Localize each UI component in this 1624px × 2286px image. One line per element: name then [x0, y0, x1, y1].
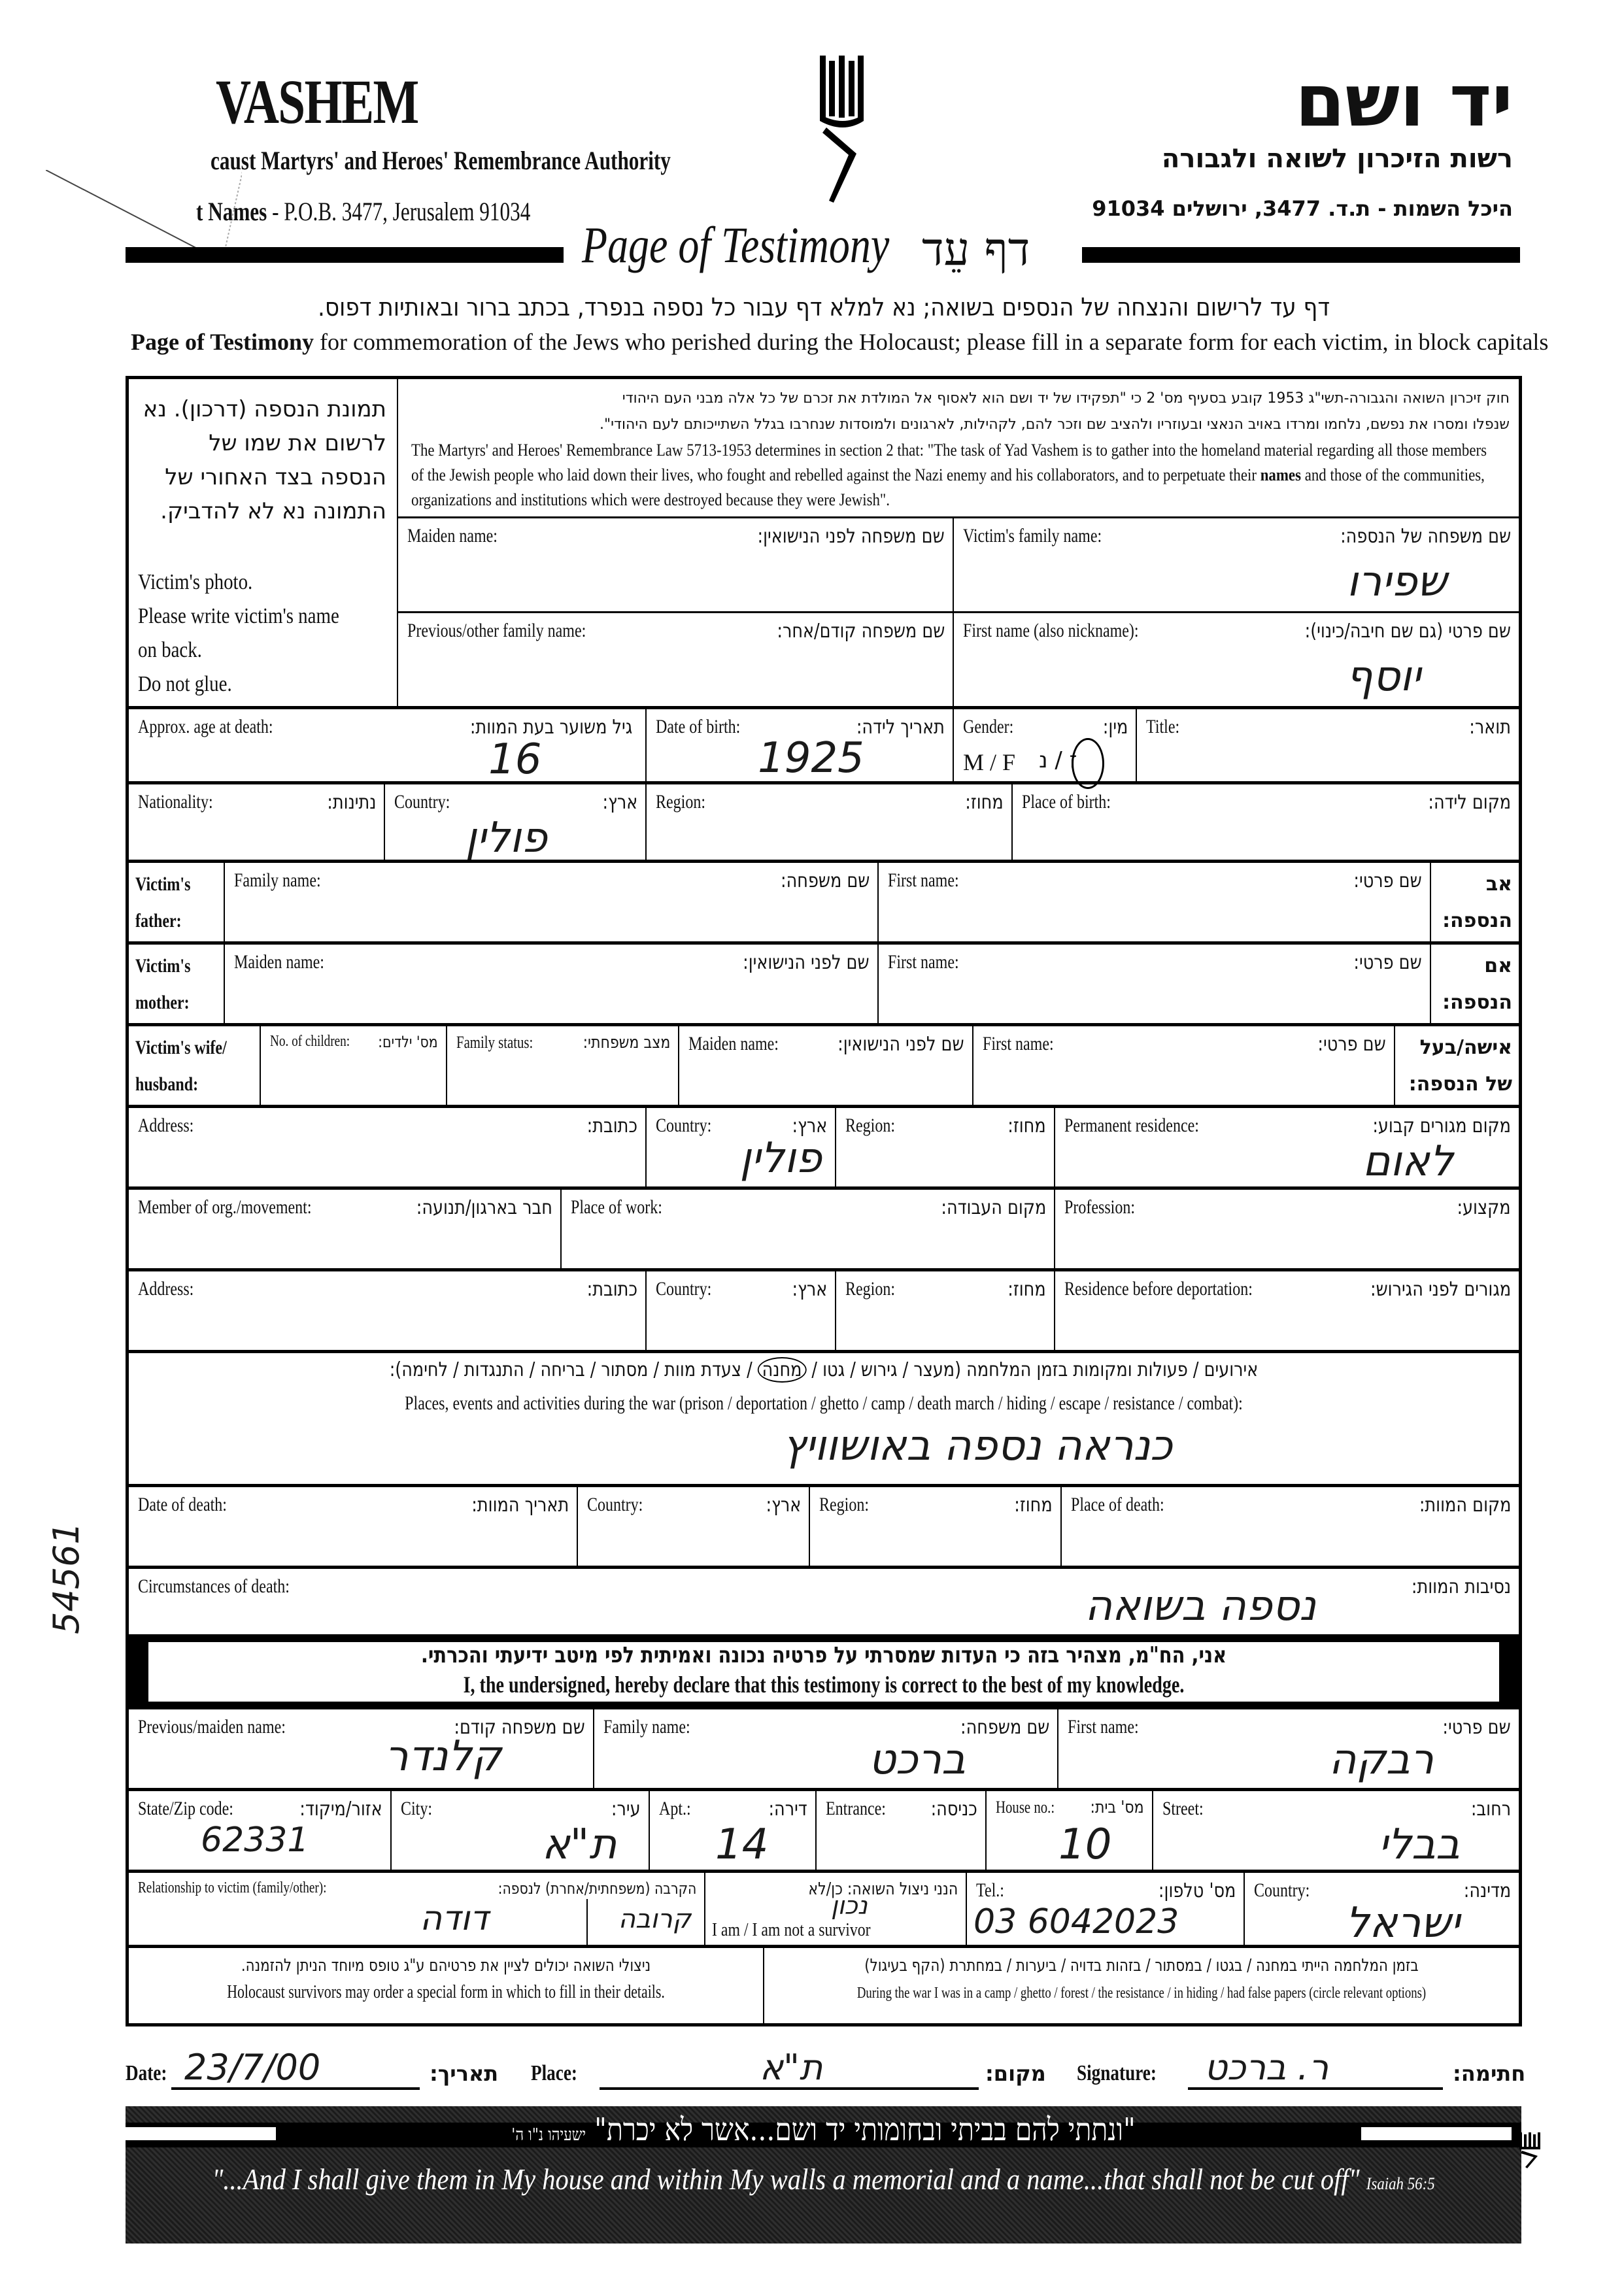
label-he: שם פרטי:: [1353, 951, 1422, 974]
label-he: שם פרטי:: [1317, 1033, 1386, 1056]
label-en: First name:: [983, 1033, 1054, 1054]
label-he: כניסה:: [930, 1798, 977, 1821]
signature-value: ר. ברכט: [1204, 2047, 1329, 2088]
field-place-of-birth[interactable]: [1011, 784, 1519, 860]
side-label-he: [1442, 948, 1512, 1021]
field-death-country[interactable]: [577, 1487, 809, 1566]
law-text-box: [397, 379, 1519, 516]
signature-row: [126, 2049, 1525, 2095]
field-residence-address[interactable]: [129, 1108, 645, 1186]
field-residence-region[interactable]: [835, 1108, 1054, 1186]
field-mother-first-name[interactable]: [877, 945, 1430, 1023]
label-he: מקום לידה:: [1428, 791, 1511, 814]
handwritten-value: בבלי: [1378, 1821, 1460, 1869]
row-circumstances: [129, 1566, 1519, 1634]
label-en: First name:: [888, 869, 959, 891]
label-en: Address:: [138, 1115, 194, 1136]
signature-label-en: Signature:: [1077, 2061, 1157, 2085]
label-he: הנני ניצול השואה: כן/לא: [808, 1879, 958, 1899]
handwritten-value: פולין: [739, 1134, 822, 1183]
field-survivor-status[interactable]: [704, 1873, 966, 1945]
label-he: אזור/מיקוד:: [299, 1798, 382, 1821]
intro-text-he: דף עד לרישום והנצחה של הנספים בשואה; נא למלא דף עבור כל נספה בנפרד, בכתב ברור ובאותיות דפוס.: [317, 293, 1330, 322]
law-text-part: The Martyrs' and Heroes' Remembrance Law 5713-1953 determines in section 2 that: "The task of Yad Vashem is to gather into the homeland material regarding all those members of the Jewish people who laid down their lives, who fought and rebelled against the Nazi enemy and his collaborators, and to perpetuate their: [411, 441, 1487, 484]
handwritten-value: ברכט: [868, 1736, 966, 1784]
mother-side-label-he: [1430, 945, 1519, 1023]
field-previous-family-name[interactable]: [397, 611, 953, 706]
side-line: אם: [1484, 954, 1512, 977]
field-telephone[interactable]: [966, 1873, 1243, 1945]
signature-label-he: חתימה:: [1453, 2061, 1526, 2086]
label-he: מדינה:: [1463, 1879, 1511, 1902]
label-en: Place of work:: [571, 1196, 662, 1218]
row-mother: [129, 941, 1519, 1023]
note-he: בזמן המלחמה הייתי במחנה / בגטו / במסתור / בזהות בדויה / ביערות / במחתרת (הקף בעיגול): [864, 1956, 1419, 1975]
label-he: ארץ:: [602, 791, 637, 814]
place-label-en: Place:: [531, 2061, 577, 2085]
label-en: City:: [401, 1798, 433, 1819]
label-en: Street:: [1162, 1798, 1204, 1819]
field-mother-maiden-name[interactable]: [224, 945, 877, 1023]
label-en: Victim's family name:: [963, 525, 1102, 546]
gender-options-en: M / F: [963, 749, 1016, 775]
row-death: [129, 1484, 1519, 1566]
field-place-of-death[interactable]: [1060, 1487, 1519, 1566]
gender-options-he: ז / נ: [1039, 747, 1077, 773]
label-en: Country:: [656, 1115, 712, 1136]
handwritten-value: כנראה נספה באושוויץ: [783, 1422, 1173, 1470]
field-deportation-region[interactable]: [835, 1271, 1054, 1350]
side-line: mother:: [135, 992, 190, 1013]
label-he: שם לפני הנישואין:: [743, 951, 870, 974]
label-en: Relationship to victim (family/other):: [138, 1879, 327, 1896]
side-line: אב: [1485, 873, 1512, 896]
quote-en-reference: Isaiah 56:5: [1366, 2174, 1435, 2193]
handwritten-value: רבקה: [1328, 1736, 1434, 1784]
label-en: Region:: [819, 1494, 869, 1515]
label-en: Country:: [656, 1278, 712, 1300]
intro-body: for commemoration of the Jews who perished during the Holocaust; please fill in a separate form for each victim, in block capitals: [314, 329, 1549, 355]
field-organization-member[interactable]: [129, 1190, 560, 1268]
label-en: First name:: [1068, 1716, 1139, 1738]
side-label-he: [1442, 866, 1512, 939]
label-en: Region:: [845, 1115, 895, 1136]
label-he: מקצוע:: [1457, 1196, 1511, 1219]
side-line: Victim's wife/: [135, 1037, 227, 1058]
label-en: Place of death:: [1071, 1494, 1164, 1515]
declaration-he: אני, הח"מ, מצהיר בזה כי העדות שמסרתי על פרטיה נכונה ואמיתית לפי מיטב ידיעתי והכרתי.: [420, 1642, 1227, 1668]
note-he: ניצולי השואה יכולים לציין את פרטיהם ע"ג טופס מיוחד הניתן להזמנה.: [241, 1956, 651, 1975]
field-birth-country[interactable]: [384, 784, 645, 860]
label-he: מחוז:: [1007, 1278, 1046, 1301]
handwritten-value: נספה בשואה: [1085, 1582, 1316, 1630]
photo-box[interactable]: [129, 379, 397, 706]
handwritten-value: 16: [488, 735, 542, 784]
row-nationality: [129, 781, 1519, 860]
handwritten-value: קלנדר: [384, 1732, 501, 1781]
label-he: דירה:: [768, 1798, 807, 1821]
survivor-options-en: I am / I am not a survivor: [712, 1920, 871, 1940]
side-label-en: [135, 866, 190, 939]
photo-line: on back.: [138, 638, 202, 662]
label-he: שם לפני הנישואין:: [837, 1033, 964, 1056]
label-en: Date of birth:: [656, 716, 741, 737]
label-he: מחוז:: [1014, 1494, 1053, 1517]
label-en: Family name:: [234, 869, 321, 891]
label-en: Tel.:: [976, 1879, 1004, 1901]
field-submitter-country[interactable]: [1243, 1873, 1519, 1945]
label-en: Maiden name:: [407, 525, 498, 546]
label-he: תאריך לידה:: [856, 716, 945, 739]
handwritten-value: 10: [1058, 1821, 1112, 1869]
law-names-bold: names: [1260, 465, 1301, 484]
handwritten-value: 14: [715, 1821, 769, 1869]
field-date-of-birth[interactable]: [645, 709, 953, 781]
label-en: Address:: [138, 1278, 194, 1300]
field-zip-code[interactable]: [129, 1791, 390, 1870]
archive-number: 54561: [46, 1522, 87, 1634]
brand-subtitle-he: רשות הזיכרון לשואה ולגבורה: [1161, 144, 1513, 174]
intro-title: Page of Testimony: [131, 329, 314, 355]
place-value: ת"א: [760, 2047, 823, 2088]
label-he: מחוז:: [1007, 1115, 1046, 1137]
field-victim-first-name[interactable]: [953, 611, 1519, 706]
label-he: שם משפחה קודם:: [454, 1716, 585, 1739]
field-relationship-to-victim[interactable]: [129, 1873, 704, 1945]
side-label-en: [135, 948, 190, 1021]
label-he: מצב משפחתי:: [583, 1033, 670, 1052]
label-part: אירועים / פעולות ומקומות בזמן המלחמה (מעצר / גירוש / גטו /: [811, 1358, 1259, 1381]
label-he: שם משפחה:: [780, 869, 870, 892]
label-he: שם פרטי:: [1442, 1716, 1511, 1739]
label-en: Profession:: [1064, 1196, 1135, 1218]
row-work: [129, 1186, 1519, 1268]
place-label-he: מקום:: [985, 2061, 1046, 2086]
label-he: מס' טלפון:: [1158, 1879, 1236, 1902]
po-box-address: - P.O.B. 3477, Jerusalem 91034: [267, 197, 531, 226]
label-he: נתינות:: [326, 791, 376, 814]
war-events-label-he: [233, 1358, 1414, 1381]
field-deportation-country[interactable]: [645, 1271, 835, 1350]
side-line: של הנספה:: [1408, 1073, 1512, 1096]
law-text-he: [411, 386, 1510, 438]
handwritten-value: 62331: [201, 1821, 309, 1860]
label-he: מחוז:: [965, 791, 1004, 814]
header-rule-left: [126, 247, 564, 263]
field-place-of-work[interactable]: [560, 1190, 1054, 1268]
field-residence-country[interactable]: [645, 1108, 835, 1186]
side-line: father:: [135, 910, 182, 932]
field-nationality[interactable]: [129, 784, 384, 860]
law-text-en: [411, 438, 1498, 513]
header-rule-right: [1082, 247, 1520, 263]
handwritten-value: 03 6042023: [973, 1902, 1179, 1941]
side-line: Victim's: [135, 873, 191, 895]
date-label-he: תאריך:: [430, 2061, 499, 2086]
label-he: כתובת:: [586, 1278, 637, 1301]
relationship-divider: [586, 1899, 588, 1945]
label-en: Country:: [394, 791, 450, 813]
label-he: שם משפחה לפני הנישואין:: [757, 525, 945, 548]
spouse-side-label: [129, 1026, 260, 1105]
side-line: הנספה:: [1442, 991, 1512, 1014]
row-victim-names: [129, 379, 1519, 706]
label-en: Previous/other family name:: [407, 620, 586, 641]
label-he: כתובת:: [586, 1115, 637, 1137]
label-en: Maiden name:: [688, 1033, 779, 1054]
side-line: Victim's: [135, 955, 191, 977]
quote-he: [230, 2111, 1417, 2148]
field-death-region[interactable]: [809, 1487, 1060, 1566]
quote-he-reference: ישעיהו נ"ו ה': [511, 2125, 586, 2145]
testimony-form: [126, 376, 1522, 2026]
field-war-events[interactable]: [129, 1353, 1519, 1484]
label-he: מס' בית:: [1090, 1798, 1144, 1817]
field-house-number[interactable]: [985, 1791, 1152, 1870]
row-submitter-names: [129, 1709, 1519, 1788]
label-part: / צעדת מוות / מסתור / בריחה / התנגדות / לחימה):: [389, 1358, 753, 1381]
war-events-label-en: Places, events and activities during the war (prison / deportation / ghetto / camp / death march / hiding / escape / resistance / combat):: [405, 1392, 1243, 1414]
label-he: מקום המוות:: [1419, 1494, 1511, 1517]
side-line: אישה/בעל: [1419, 1036, 1512, 1059]
field-profession[interactable]: [1054, 1190, 1519, 1268]
label-en: Country:: [1254, 1879, 1310, 1901]
row-residence-before-deportation: [129, 1268, 1519, 1350]
label-he: מס' ילדים:: [378, 1033, 438, 1051]
label-en: Nationality:: [138, 791, 213, 813]
field-father-family-name[interactable]: [224, 863, 877, 941]
label-he: גיל משוער בעת המוות:: [469, 716, 632, 739]
label-en: Residence before deportation:: [1064, 1278, 1253, 1300]
handwritten-value: קרובה: [618, 1904, 691, 1934]
side-line: הנספה:: [1442, 909, 1512, 932]
label-he: הקרבה (משפחתית/אחרת) לנספה:: [498, 1879, 696, 1898]
field-deportation-address[interactable]: [129, 1271, 645, 1350]
label-he: תאריך המוות:: [471, 1494, 569, 1517]
label-en: Title:: [1146, 716, 1180, 737]
label-en: Region:: [845, 1278, 895, 1300]
label-en: Apt.:: [659, 1798, 691, 1819]
field-date-of-death[interactable]: [129, 1487, 577, 1566]
note-en: During the war I was in a camp / ghetto / forest / the resistance / in hiding / had false papers (circle relevant options): [856, 1985, 1427, 2002]
photo-line: Please write victim's name: [138, 604, 339, 628]
handwritten-value: ישראל: [1345, 1899, 1460, 1947]
handwritten-value: 1925: [758, 734, 864, 782]
label-en: Family status:: [456, 1033, 533, 1052]
field-father-first-name[interactable]: [877, 863, 1430, 941]
intro-text-en: [131, 328, 1549, 356]
label-he: ארץ:: [766, 1494, 801, 1517]
field-apartment[interactable]: [649, 1791, 815, 1870]
label-en: First name:: [888, 951, 959, 973]
label-he: מין:: [1102, 716, 1128, 739]
handwritten-value: שפירו: [1346, 558, 1447, 606]
handwritten-value: פולין: [465, 814, 547, 862]
law-line-he: שנפלו ומסרו את נפשם, נלחמו ומרדו באויב הנאצי ובעוזריו ולהציב שם וזכר להם, לקהילות, לארגונים ולמוסדות שנחרבו בגלל השתייכותם לעם היהודי".: [600, 416, 1510, 433]
law-line-he: חוק זיכרון השואה והגבורה-תשי"ג 1953 קובע בסעיף מס' 2 כי "תפקידו של יד ושם הוא לאסוף אל המולדת את זכרם של כל אלה מבני העם היהודי: [622, 390, 1510, 407]
field-street[interactable]: [1152, 1791, 1519, 1870]
row-age-dob-gender: [129, 706, 1519, 784]
field-family-status[interactable]: [446, 1026, 678, 1105]
label-en: Place of birth:: [1022, 791, 1111, 813]
field-gender[interactable]: [953, 709, 1136, 781]
label-en: Entrance:: [826, 1798, 886, 1819]
field-maiden-name[interactable]: [397, 516, 953, 611]
label-he: רחוב:: [1470, 1798, 1511, 1821]
mother-side-label: [129, 945, 224, 1023]
photo-instructions-he: תמונת הנספה (דרכון). נא לרשום את שמו של הנספה בצד האחורי של התמונה נא לא להדביק.: [143, 396, 386, 524]
page-title-he: דף עֵד: [922, 222, 1030, 276]
label-en: Country:: [587, 1494, 643, 1515]
declaration-en: I, the undersigned, hereby declare that this testimony is correct to the best of my knowledge.: [463, 1672, 1185, 1698]
field-victim-family-name[interactable]: [953, 516, 1519, 611]
label-he: שם פרטי:: [1353, 869, 1422, 892]
field-city[interactable]: [390, 1791, 649, 1870]
photo-instructions-en: [138, 565, 349, 701]
label-en: Region:: [656, 791, 705, 813]
brand-subtitle-en: caust Martyrs' and Heroes' Remembrance Authority: [211, 146, 671, 175]
label-en: State/Zip code:: [138, 1798, 233, 1819]
row-permanent-residence: [129, 1105, 1519, 1186]
yad-vashem-mini-logo-icon: [1518, 2132, 1542, 2169]
brand-name-en: VASHEM: [216, 67, 418, 137]
yad-vashem-logo-icon: [817, 56, 870, 206]
side-line: husband:: [135, 1073, 199, 1095]
declaration-box: [129, 1634, 1519, 1709]
label-he: מקום העבודה:: [941, 1196, 1046, 1219]
brand-name-he: יד ושם: [1294, 59, 1513, 143]
handwritten-value: נכון: [830, 1891, 868, 1920]
label-he: שם פרטי (גם שם חיבה/כינוי):: [1304, 620, 1511, 643]
label-en: Approx. age at death:: [138, 716, 273, 737]
war-circumstances-options[interactable]: [763, 1948, 1519, 2026]
row-submitter-address: [129, 1788, 1519, 1870]
label-he: שם משפחה:: [960, 1716, 1049, 1739]
label-en: Member of org./movement:: [138, 1196, 312, 1218]
label-en: House no.:: [996, 1798, 1055, 1817]
field-number-of-children[interactable]: [260, 1026, 446, 1105]
row-war-events: [129, 1350, 1519, 1484]
row-spouse: [129, 1023, 1519, 1105]
field-age-at-death[interactable]: [129, 709, 645, 784]
field-submitter-previous-name[interactable]: [129, 1709, 593, 1788]
label-en: Circumstances of death:: [138, 1575, 290, 1597]
handwritten-value: דודה: [420, 1899, 488, 1938]
hall-of-names-label: t Names: [196, 197, 267, 226]
label-he: ארץ:: [792, 1115, 827, 1137]
field-submitter-first-name[interactable]: [1057, 1709, 1519, 1788]
row-father: [129, 860, 1519, 941]
label-en: Gender:: [963, 716, 1014, 737]
photo-line: Do not glue.: [138, 672, 232, 696]
quote-en-text: "...And I shall give them in My house and within My walls a memorial and a name...that shall not be cut off": [212, 2162, 1360, 2196]
brand-address-he: היכל השמות - ת.ד. 3477, ירושלים 91034: [1092, 196, 1513, 221]
field-circumstances-of-death[interactable]: [129, 1569, 1519, 1634]
label-he: שם משפחה של הנספה:: [1340, 525, 1511, 548]
field-title[interactable]: [1136, 709, 1519, 781]
quote-he-text: "ונתתי להם בביתי ובחומותי יד ושם...אשר לא יכרת": [594, 2111, 1136, 2148]
label-he: שם משפחה קודם/אחר:: [777, 620, 945, 643]
photo-line: Victim's photo.: [138, 570, 253, 594]
label-en: Previous/maiden name:: [138, 1716, 286, 1738]
father-side-label: [129, 863, 224, 941]
survivors-note: [129, 1948, 763, 2026]
side-label-en: [135, 1030, 227, 1103]
date-value: 23/7/00: [184, 2047, 321, 2088]
label-en: First name (also nickname):: [963, 620, 1139, 641]
label-en: Date of death:: [138, 1494, 227, 1515]
row-notes: [129, 1945, 1519, 2026]
field-entrance[interactable]: [815, 1791, 985, 1870]
circled-option-camp: מחנה: [758, 1357, 806, 1383]
field-submitter-family-name[interactable]: [593, 1709, 1057, 1788]
note-en: Holocaust survivors may order a special form in which to fill in their details.: [227, 1982, 665, 2002]
label-he: תואר:: [1469, 716, 1511, 739]
label-he: מגורים לפני הגירוש:: [1370, 1278, 1511, 1301]
brand-address-en: [196, 196, 530, 227]
field-permanent-residence[interactable]: [1054, 1108, 1519, 1186]
label-en: Permanent residence:: [1064, 1115, 1199, 1136]
spouse-side-label-he: [1394, 1026, 1519, 1105]
label-he: מקום מגורים קבוע:: [1372, 1115, 1511, 1137]
field-birth-region[interactable]: [645, 784, 1011, 860]
law-text-part: and those of the communities, organizations and institutions which were destroyed because they were Jewish".: [411, 465, 1485, 509]
field-residence-before-deportation[interactable]: [1054, 1271, 1519, 1350]
date-label-en: Date:: [126, 2061, 167, 2085]
handwritten-value: ת"א: [542, 1821, 617, 1869]
handwritten-value: יוסף: [1345, 652, 1421, 701]
footer-quote-banner: [126, 2106, 1521, 2244]
page-title-en: Page of Testimony: [582, 216, 890, 273]
label-he: ארץ:: [792, 1278, 827, 1301]
label-he: עיר:: [611, 1798, 641, 1821]
label-he: חבר בארגון/תנועה:: [416, 1196, 552, 1219]
field-spouse-maiden-name[interactable]: [678, 1026, 972, 1105]
quote-en: [209, 2162, 1438, 2196]
label-he: נסיבות המוות:: [1411, 1575, 1511, 1598]
label-en: No. of children:: [270, 1033, 350, 1050]
label-en: Family name:: [603, 1716, 690, 1738]
label-en: Maiden name:: [234, 951, 324, 973]
handwritten-value: לאום: [1362, 1137, 1453, 1186]
field-spouse-first-name[interactable]: [972, 1026, 1394, 1105]
father-side-label-he: [1430, 863, 1519, 941]
side-label-he: [1409, 1030, 1512, 1103]
row-relationship: [129, 1870, 1519, 1945]
